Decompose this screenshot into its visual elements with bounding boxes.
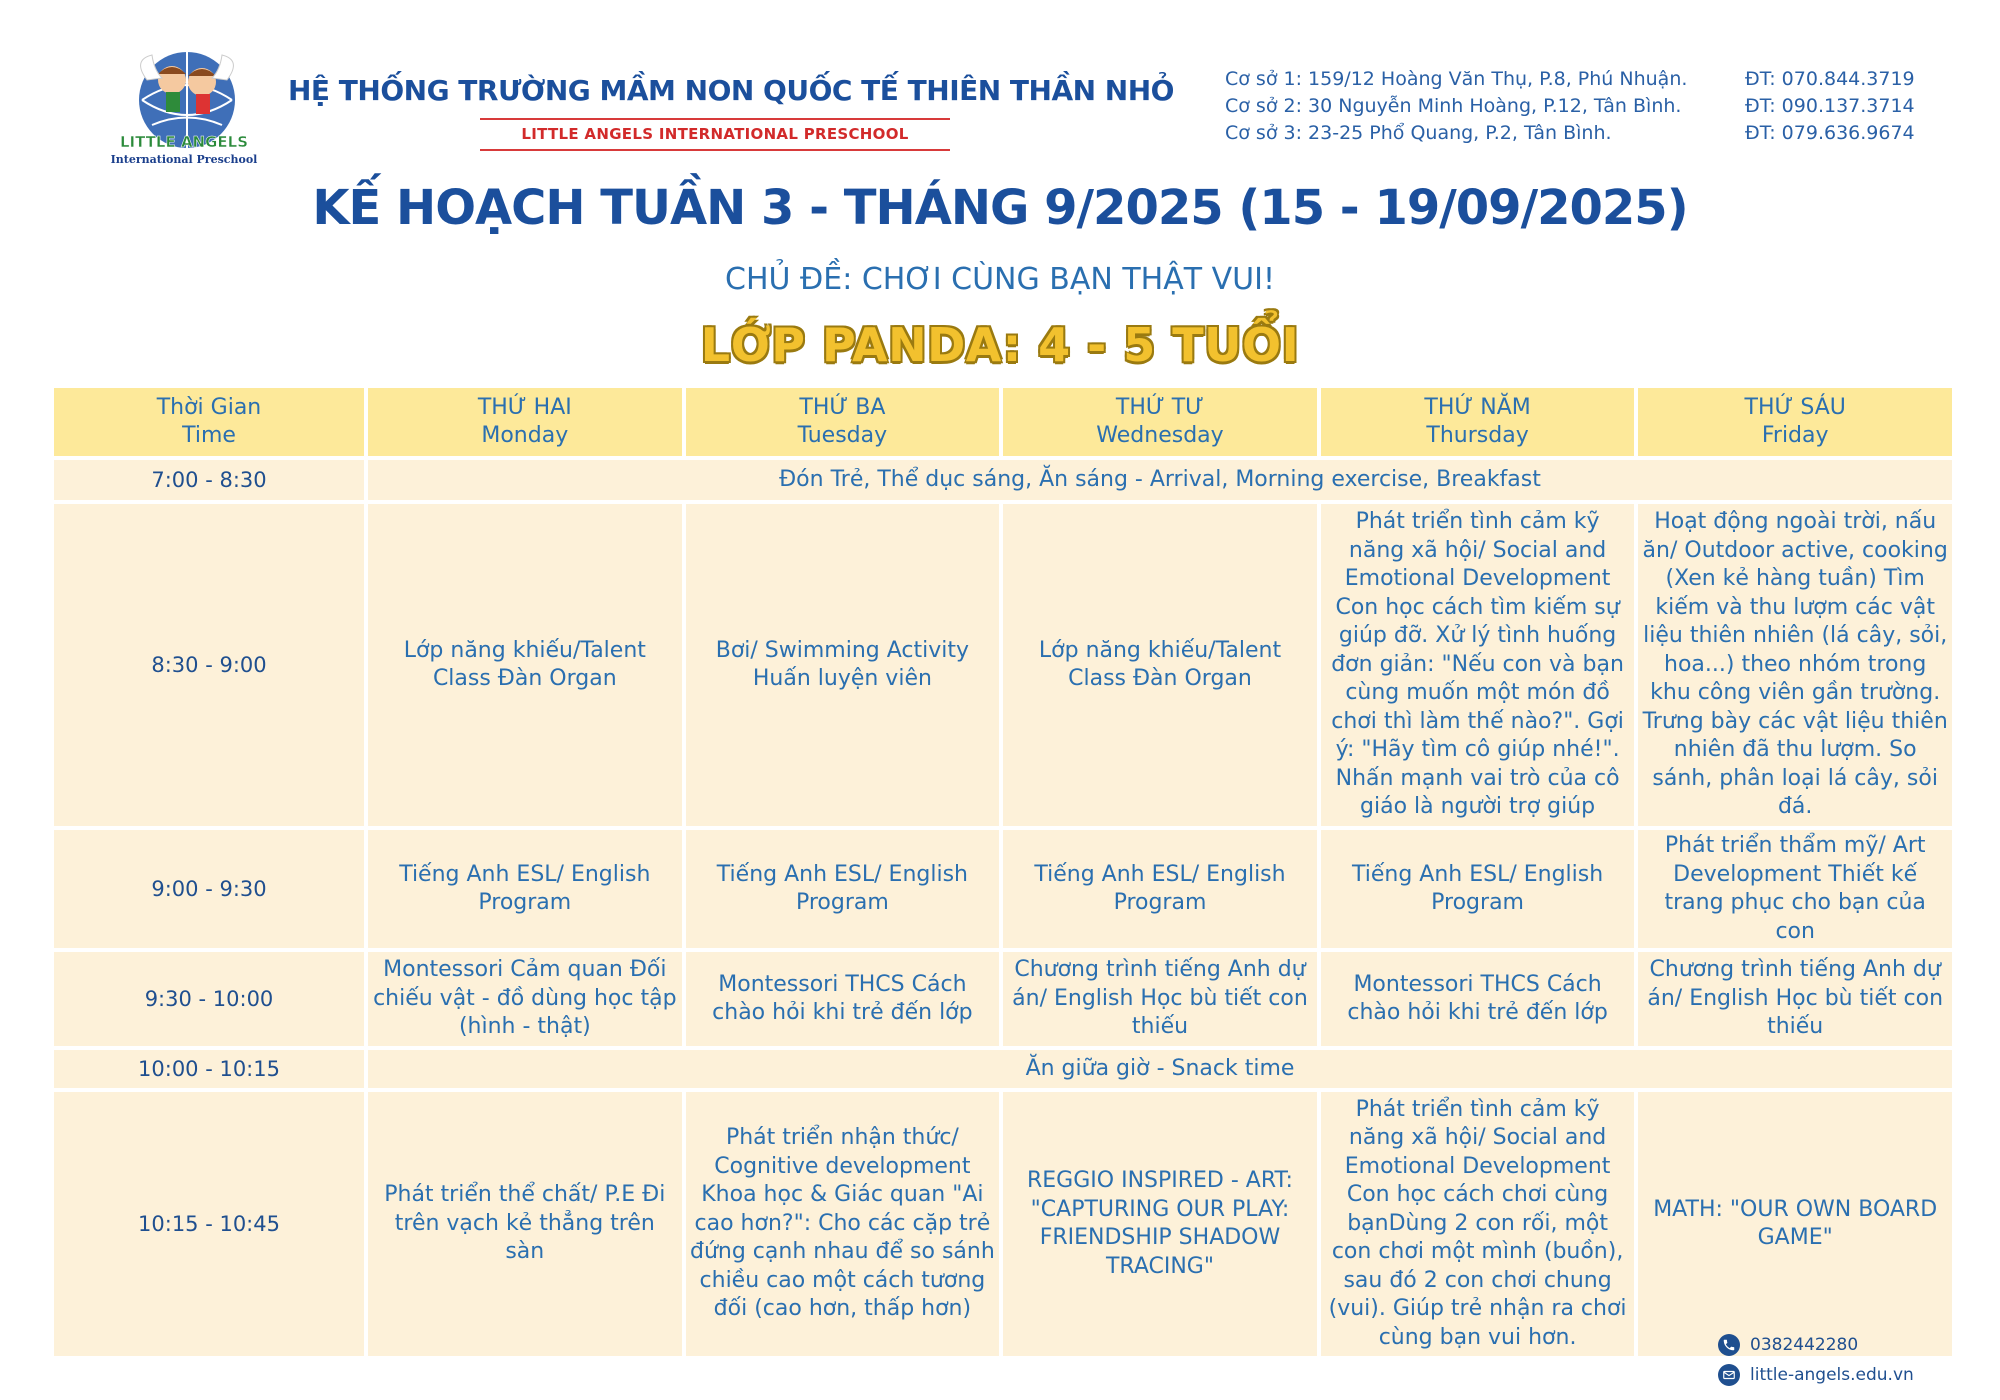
time-cell: 9:30 - 10:00 — [54, 952, 364, 1046]
campus-phone: ĐT: 070.844.3719 — [1745, 68, 1915, 90]
table-row — [54, 830, 1952, 948]
header-label-en: Monday — [481, 423, 569, 448]
activity-cell: Tiếng Anh ESL/ English Program — [368, 830, 682, 948]
activity-cell: Montessori THCS Cách chào hỏi khi trẻ đến lớp — [1321, 952, 1635, 1046]
activity-cell: Phát triển tình cảm kỹ năng xã hội/ Social and Emotional Development Con học cách tìm kiếm sự giúp đỡ. Xử lý tình huống đơn giản: "Nếu con và bạn cùng muốn một món đồ chơi thì làm thế nào?". Gợi ý: "Hãy tìm cô giúp nhé!". Nhấn mạnh vai trò của cô giáo là người trợ giúp — [1321, 504, 1635, 826]
campus-address — [1225, 66, 1745, 93]
table-row — [54, 460, 1952, 500]
header-label-vi: THỨ HAI — [477, 395, 572, 420]
activity-cell: Tiếng Anh ESL/ English Program — [1321, 830, 1635, 948]
activity-cell: Tiếng Anh ESL/ English Program — [686, 830, 1000, 948]
campus-contacts — [1225, 66, 1915, 147]
campus-address — [1225, 120, 1745, 147]
divider — [480, 149, 950, 151]
time-cell: 8:30 - 9:00 — [54, 504, 364, 826]
header-label-vi: THỨ TƯ — [1115, 395, 1205, 420]
table-row — [54, 952, 1952, 1046]
header-label-en: Friday — [1761, 423, 1829, 448]
header-friday — [1638, 388, 1952, 456]
campus-phone: ĐT: 079.636.9674 — [1745, 122, 1915, 144]
footer-phone[interactable]: 0382442280 — [1750, 1335, 1859, 1355]
time-cell: 7:00 - 8:30 — [54, 460, 364, 500]
mail-icon — [1718, 1364, 1740, 1386]
page-header — [0, 0, 2000, 166]
time-cell: 9:00 - 9:30 — [54, 830, 364, 948]
header-label-vi: Thời Gian — [156, 395, 262, 420]
campus-label: Cơ sở 2: — [1225, 95, 1302, 117]
activity-cell: REGGIO INSPIRED - ART: "CAPTURING OUR PLAY: FRIENDSHIP SHADOW TRACING" — [1003, 1092, 1317, 1356]
activity-cell: Montessori Cảm quan Đối chiếu vật - đồ dùng học tập (hình - thật) — [368, 952, 682, 1046]
header-thursday — [1321, 388, 1635, 456]
header-label-en: Time — [182, 423, 236, 448]
page-footer — [1718, 1330, 1914, 1390]
logo-subtext: International Preschool — [110, 153, 258, 166]
campus-label: Cơ sở 3: — [1225, 122, 1302, 144]
header-label-en: Thursday — [1426, 423, 1529, 448]
activity-cell: Bơi/ Swimming Activity Huấn luyện viên — [686, 504, 1000, 826]
footer-web-row — [1718, 1360, 1914, 1390]
activity-cell: Lớp năng khiếu/Talent Class Đàn Organ — [368, 504, 682, 826]
campus-label: Cơ sở 1: — [1225, 68, 1302, 90]
activity-cell: Tiếng Anh ESL/ English Program — [1003, 830, 1317, 948]
activity-cell: Montessori THCS Cách chào hỏi khi trẻ đến lớp — [686, 952, 1000, 1046]
header-label-vi: THỨ SÁU — [1744, 395, 1846, 420]
footer-website[interactable]: little-angels.edu.vn — [1750, 1365, 1914, 1385]
header-label-vi: THỨ NĂM — [1424, 395, 1531, 420]
weekly-schedule-table — [50, 384, 1956, 1360]
activity-cell: Chương trình tiếng Anh dự án/ English Học bù tiết con thiếu — [1003, 952, 1317, 1046]
activity-cell: Hoạt động ngoài trời, nấu ăn/ Outdoor active, cooking (Xen kẻ hàng tuần) Tìm kiếm và thu lượm các vật liệu thiên nhiên (lá cây, sỏi, hoa...) theo nhóm trong khu công viên gần trường. Trưng bày các vật liệu thiên nhiên đã thu lượm. So sánh, phân loại lá cây, sỏi đá. — [1638, 504, 1952, 826]
campus-address-text: 23-25 Phổ Quang, P.2, Tân Bình. — [1308, 122, 1612, 144]
campus-phone: ĐT: 090.137.3714 — [1745, 95, 1915, 117]
activity-cell: MATH: "OUR OWN BOARD GAME" — [1638, 1092, 1952, 1356]
school-name-en-box — [480, 118, 950, 151]
activity-cell: Lớp năng khiếu/Talent Class Đàn Organ — [1003, 504, 1317, 826]
activity-cell: Phát triển nhận thức/ Cognitive development Khoa học & Giác quan "Ai cao hơn?": Cho các cặp trẻ đứng cạnh nhau để so sánh chiều cao một cách tương đối (cao hơn, thấp hơn) — [686, 1092, 1000, 1356]
campus-row — [1225, 93, 1915, 120]
table-row — [54, 1092, 1952, 1356]
header-tuesday — [686, 388, 1000, 456]
table-row — [54, 504, 1952, 826]
school-name: HỆ THỐNG TRƯỜNG MẦM NON QUỐC TẾ THIÊN THẦN NHỎ — [288, 74, 1174, 107]
time-cell: 10:00 - 10:15 — [54, 1050, 364, 1088]
merged-activity-cell: Ăn giữa giờ - Snack time — [368, 1050, 1952, 1088]
time-cell: 10:15 - 10:45 — [54, 1092, 364, 1356]
header-time — [54, 388, 364, 456]
campus-address-text: 30 Nguyễn Minh Hoàng, P.12, Tân Bình. — [1308, 95, 1682, 117]
activity-cell: Phát triển thẩm mỹ/ Art Development Thiết kế trang phục cho bạn của con — [1638, 830, 1952, 948]
school-logo — [92, 30, 277, 170]
header-label-vi: THỨ BA — [799, 395, 886, 420]
header-label-en: Wednesday — [1096, 423, 1224, 448]
campus-address-text: 159/12 Hoàng Văn Thụ, P.8, Phú Nhuận. — [1308, 68, 1688, 90]
logo-text: LITTLE ANGELS — [119, 133, 249, 151]
campus-row — [1225, 66, 1915, 93]
campus-address — [1225, 93, 1745, 120]
school-name-en: LITTLE ANGELS INTERNATIONAL PRESCHOOL — [521, 125, 909, 143]
activity-cell: Chương trình tiếng Anh dự án/ English Học bù tiết con thiếu — [1638, 952, 1952, 1046]
theme-subtitle: CHỦ ĐỀ: CHƠI CÙNG BẠN THẬT VUI! — [725, 262, 1275, 297]
header-wednesday — [1003, 388, 1317, 456]
activity-cell: Phát triển tình cảm kỹ năng xã hội/ Social and Emotional Development Con học cách chơi cùng bạnDùng 2 con rối, một con chơi một mình (buồn), sau đó 2 con chơi chung (vui). Giúp trẻ nhận ra chơi cùng bạn vui hơn. — [1321, 1092, 1635, 1356]
merged-activity-cell: Đón Trẻ, Thể dục sáng, Ăn sáng - Arrival, Morning exercise, Breakfast — [368, 460, 1952, 500]
phone-icon — [1718, 1334, 1740, 1356]
activity-cell: Phát triển thể chất/ P.E Đi trên vạch kẻ thẳng trên sàn — [368, 1092, 682, 1356]
table-row — [54, 1050, 1952, 1088]
page-title: KẾ HOẠCH TUẦN 3 - THÁNG 9/2025 (15 - 19/09/2025) — [312, 180, 1688, 236]
header-label-en: Tuesday — [797, 423, 888, 448]
class-name: LỚP PANDA: 4 - 5 TUỔI — [700, 318, 1300, 372]
footer-phone-row — [1718, 1330, 1914, 1360]
campus-row — [1225, 120, 1915, 147]
header-monday — [368, 388, 682, 456]
table-header-row — [54, 388, 1952, 456]
